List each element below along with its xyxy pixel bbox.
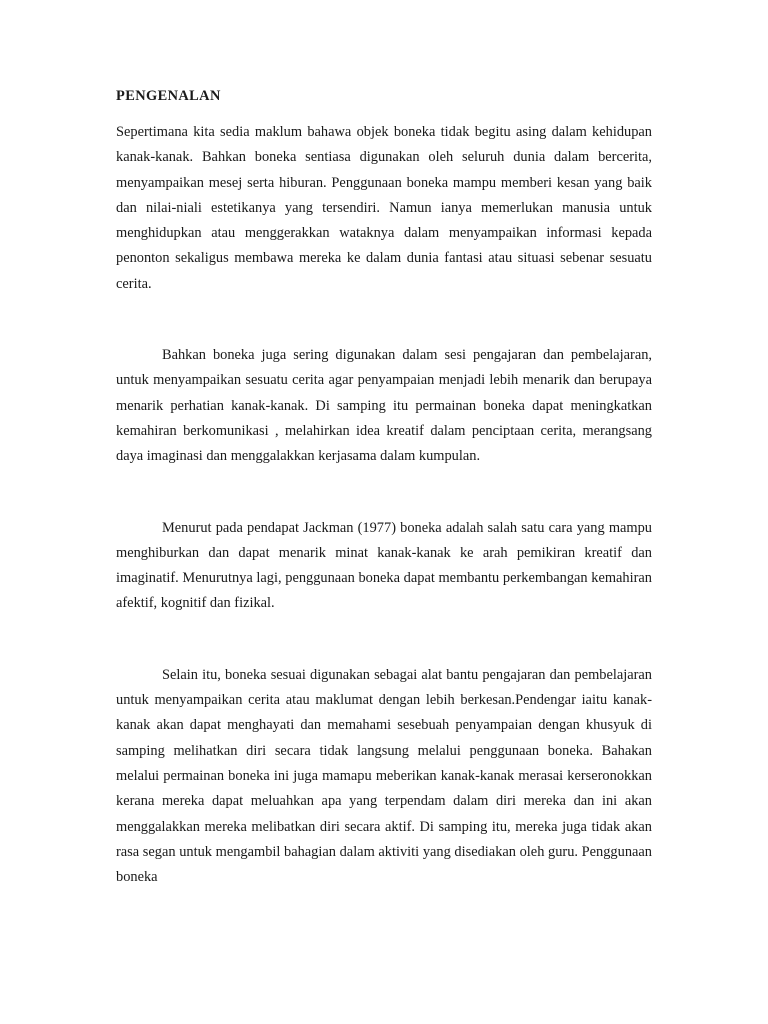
paragraph-spacer (116, 470, 652, 516)
paragraph-spacer (116, 297, 652, 343)
document-body (116, 86, 652, 890)
paragraph-3: Menurut pada pendapat Jackman (1977) boneka adalah salah satu cara yang mampu menghiburkan dan dapat menarik minat kanak-kanak ke arah pemikiran kreatif dan imaginatif. Menurutnya lagi, penggunaan boneka dapat membantu perkembangan kemahiran afektif, kognitif dan fizikal. (116, 519, 652, 612)
paragraph-1: Sepertimana kita sedia maklum bahawa objek boneka tidak begitu asing dalam kehidupan kanak-kanak. Bahkan boneka sentiasa digunakan oleh seluruh dunia dalam bercerita, menyampaikan mesej serta hiburan. Penggunaan boneka mampu memberi kesan yang baik dan nilai-niali estetikanya yang tersendiri. Namun ianya memerlukan manusia untuk menghidupkan atau menggerakkan wataknya dalam menyampaikan informasi kepada penonton sekaligus membawa mereka ke dalam dunia fantasi atau situasi sebenar sesuatu cerita. (116, 124, 652, 292)
section-heading: PENGENALAN (116, 88, 221, 104)
paragraph-spacer (116, 617, 652, 663)
paragraph-2: Bahkan boneka juga sering digunakan dalam sesi pengajaran dan pembelajaran, untuk menyampaikan sesuatu cerita agar penyampaian menjadi lebih menarik dan berupaya menarik perhatian kanak-kanak. Di samping itu permainan boneka dapat meningkatkan kemahiran berkomunikasi , melahirkan idea kreatif dalam penciptaan cerita, merangsang daya imaginasi dan menggalakkan kerjasama dalam kumpulan. (116, 347, 652, 465)
paragraph-4: Selain itu, boneka sesuai digunakan sebagai alat bantu pengajaran dan pembelajaran untuk menyampaikan cerita atau maklumat dengan lebih berkesan.Pendengar iaitu kanak-kanak akan dapat menghayati dan memahami sesebuah penyampaian dengan khusyuk di samping melihatkan diri secara tidak langsung melalui penggunaan boneka. Bahakan melalui permainan boneka ini juga mamapu meberikan kanak-kanak merasai kerseronokkan kerana mereka dapat meluahkan apa yang terpendam dalam diri mereka dan ini akan menggalakkan mereka melibatkan diri secara aktif. Di samping itu, mereka juga tidak akan rasa segan untuk mengambil bahagian dalam aktiviti yang disediakan oleh guru. Penggunaan boneka (116, 666, 652, 886)
